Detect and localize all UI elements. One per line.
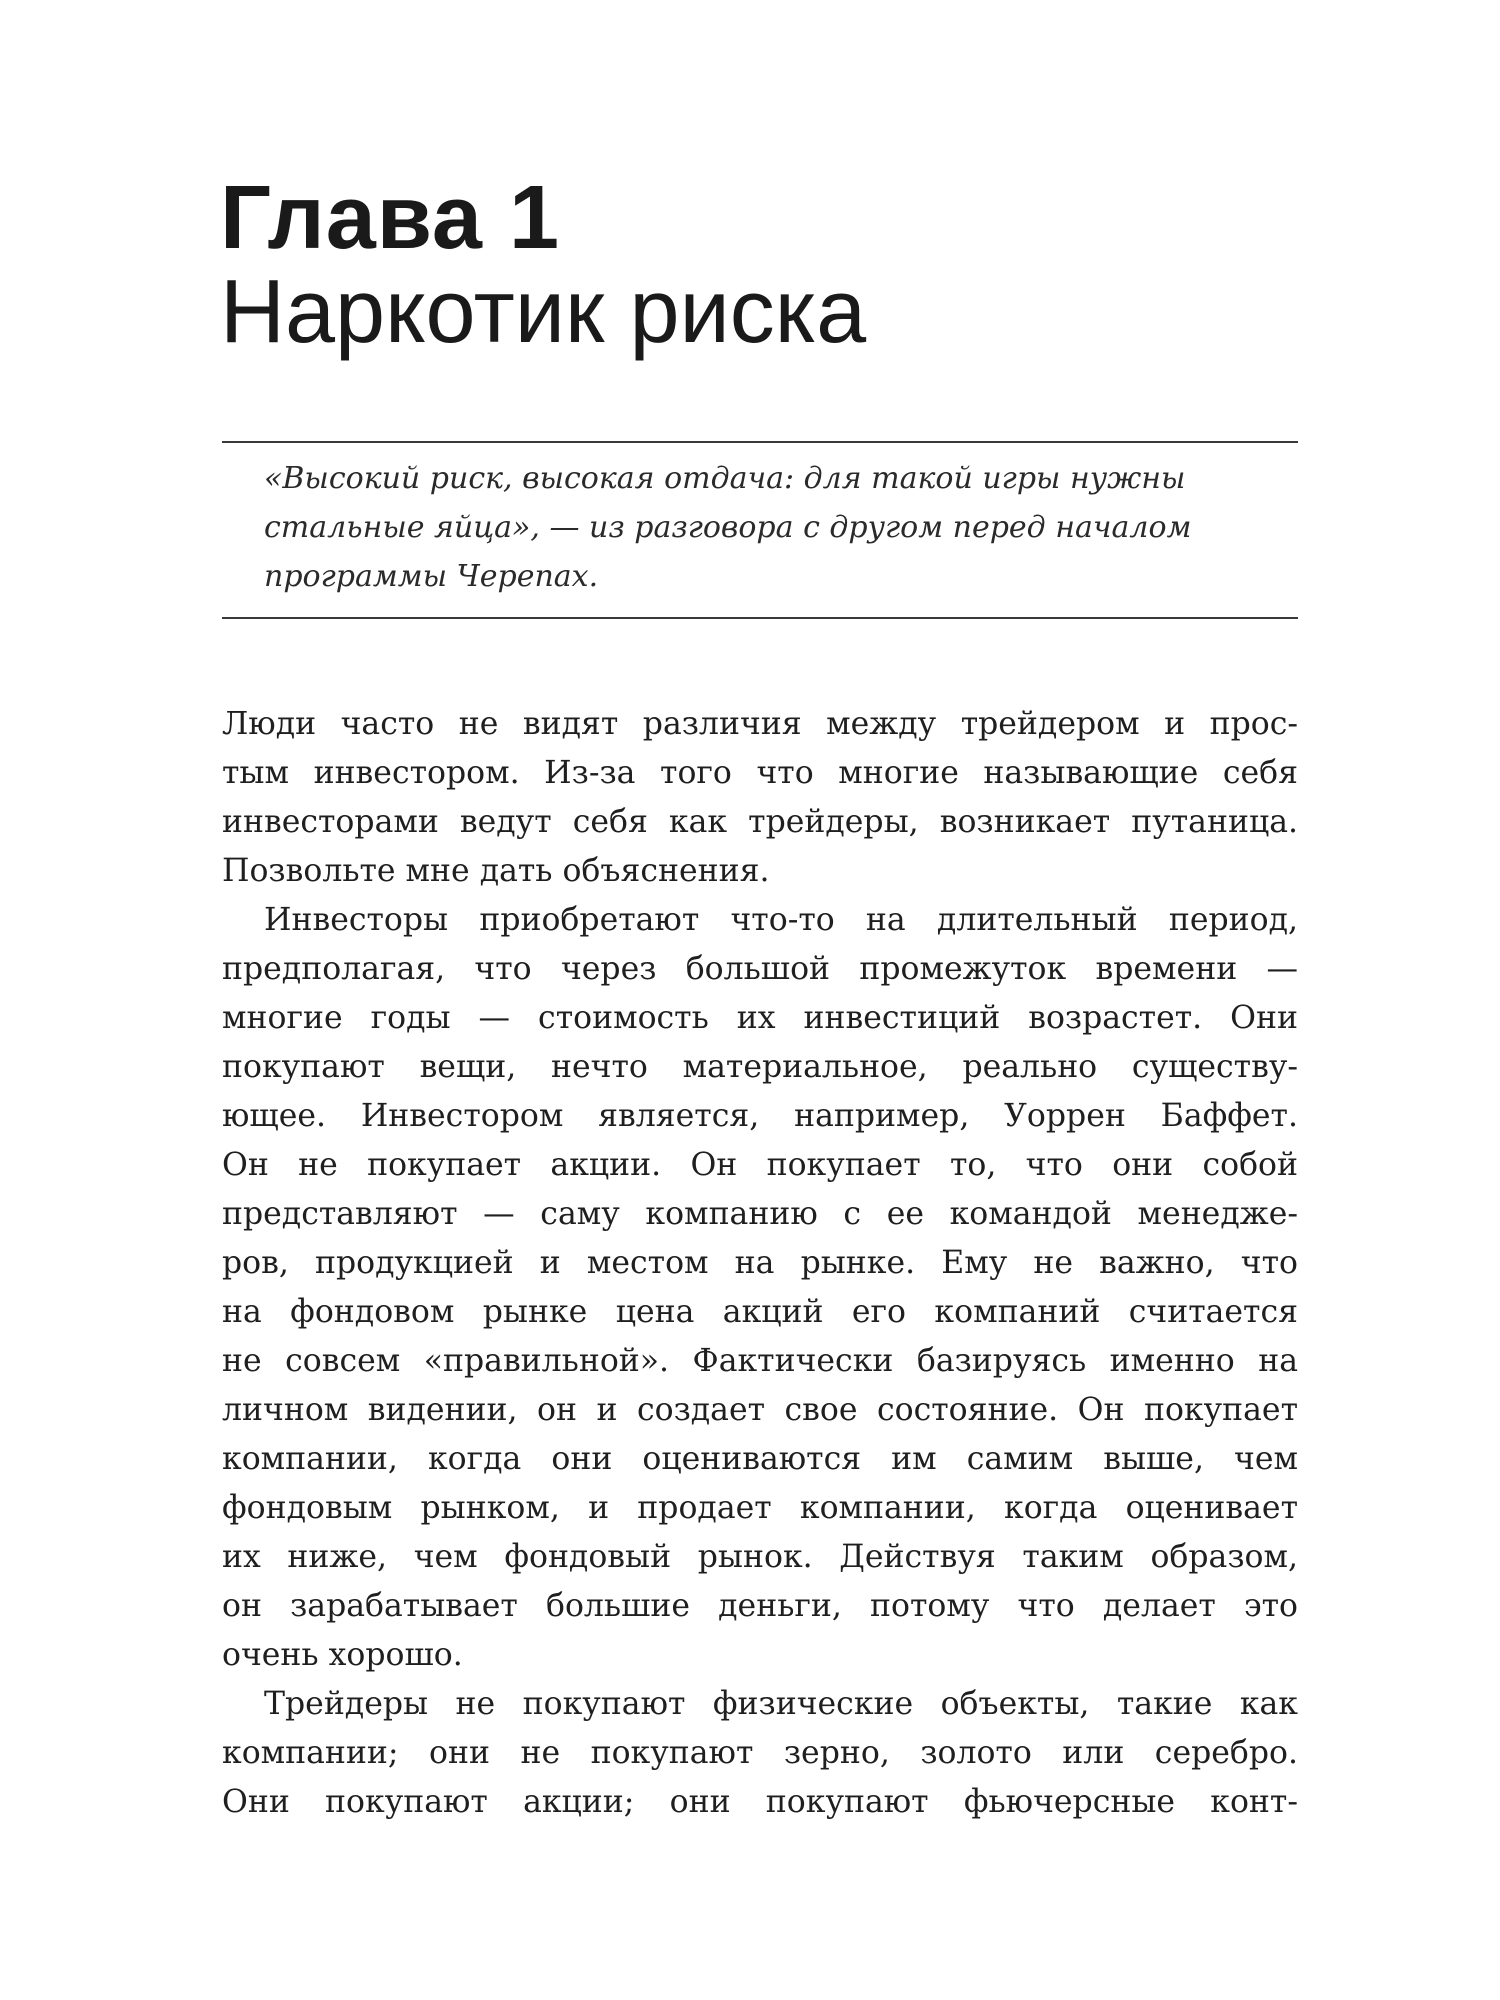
epigraph-line: стальные яйца», — из разговора с другом перед началом xyxy=(264,510,1192,545)
paragraph-2-line: представляют — саму компанию с ее командой менедже- xyxy=(222,1196,1298,1232)
epigraph-bottom-rule xyxy=(222,617,1298,619)
epigraph-line: «Высокий риск, высокая отдача: для такой игры нужны xyxy=(264,461,1186,496)
paragraph-1-line: тым инвестором. Из-за того что многие называющие себя xyxy=(222,755,1298,791)
paragraph-1-line: Люди часто не видят различия между трейдером и прос- xyxy=(222,706,1298,742)
chapter-title: Наркотик риска xyxy=(220,262,867,362)
paragraph-1-line: Позвольте мне дать объяснения. xyxy=(222,853,770,889)
paragraph-3-line: Трейдеры не покупают физические объекты, такие как xyxy=(264,1686,1298,1722)
paragraph-2-line: на фондовом рынке цена акций его компаний считается xyxy=(222,1294,1298,1330)
paragraph-1-line: инвесторами ведут себя как трейдеры, возникает путаница. xyxy=(222,804,1298,840)
paragraph-2-line: Инвесторы приобретают что-то на длительный период, xyxy=(264,902,1298,938)
paragraph-2-line: ющее. Инвестором является, например, Уоррен Баффет. xyxy=(222,1098,1298,1134)
paragraph-2-line: многие годы — стоимость их инвестиций возрастет. Они xyxy=(222,1000,1298,1036)
epigraph xyxy=(264,454,1264,601)
chapter-number: Глава 1 xyxy=(220,168,561,268)
paragraph-2-line: покупают вещи, нечто материальное, реально существу- xyxy=(222,1049,1298,1085)
paragraph-2-line: ров, продукцией и местом на рынке. Ему не важно, что xyxy=(222,1245,1298,1281)
paragraph-2-line: предполагая, что через большой промежуток времени — xyxy=(222,951,1298,987)
paragraph-2-line: фондовым рынком, и продает компании, когда оценивает xyxy=(222,1490,1298,1526)
paragraph-2-line: очень хорошо. xyxy=(222,1637,463,1673)
epigraph-top-rule xyxy=(222,441,1298,443)
paragraph-2-line: Он не покупает акции. Он покупает то, что они собой xyxy=(222,1147,1298,1183)
epigraph-line: программы Черепах. xyxy=(264,559,599,594)
paragraph-2-line: он зарабатывает большие деньги, потому что делает это xyxy=(222,1588,1298,1624)
paragraph-2-line: их ниже, чем фондовый рынок. Действуя таким образом, xyxy=(222,1539,1298,1575)
paragraph-2-line: не совсем «правильной». Фактически базируясь именно на xyxy=(222,1343,1298,1379)
book-page xyxy=(222,0,1298,2000)
paragraph-3-line: компании; они не покупают зерно, золото или серебро. xyxy=(222,1735,1298,1771)
paragraph-2-line: компании, когда они оцениваются им самим выше, чем xyxy=(222,1441,1298,1477)
paragraph-2-line: личном видении, он и создает свое состояние. Он покупает xyxy=(222,1392,1298,1428)
body-text xyxy=(222,700,1298,1827)
paragraph-3-line: Они покупают акции; они покупают фьючерсные конт- xyxy=(222,1784,1298,1820)
